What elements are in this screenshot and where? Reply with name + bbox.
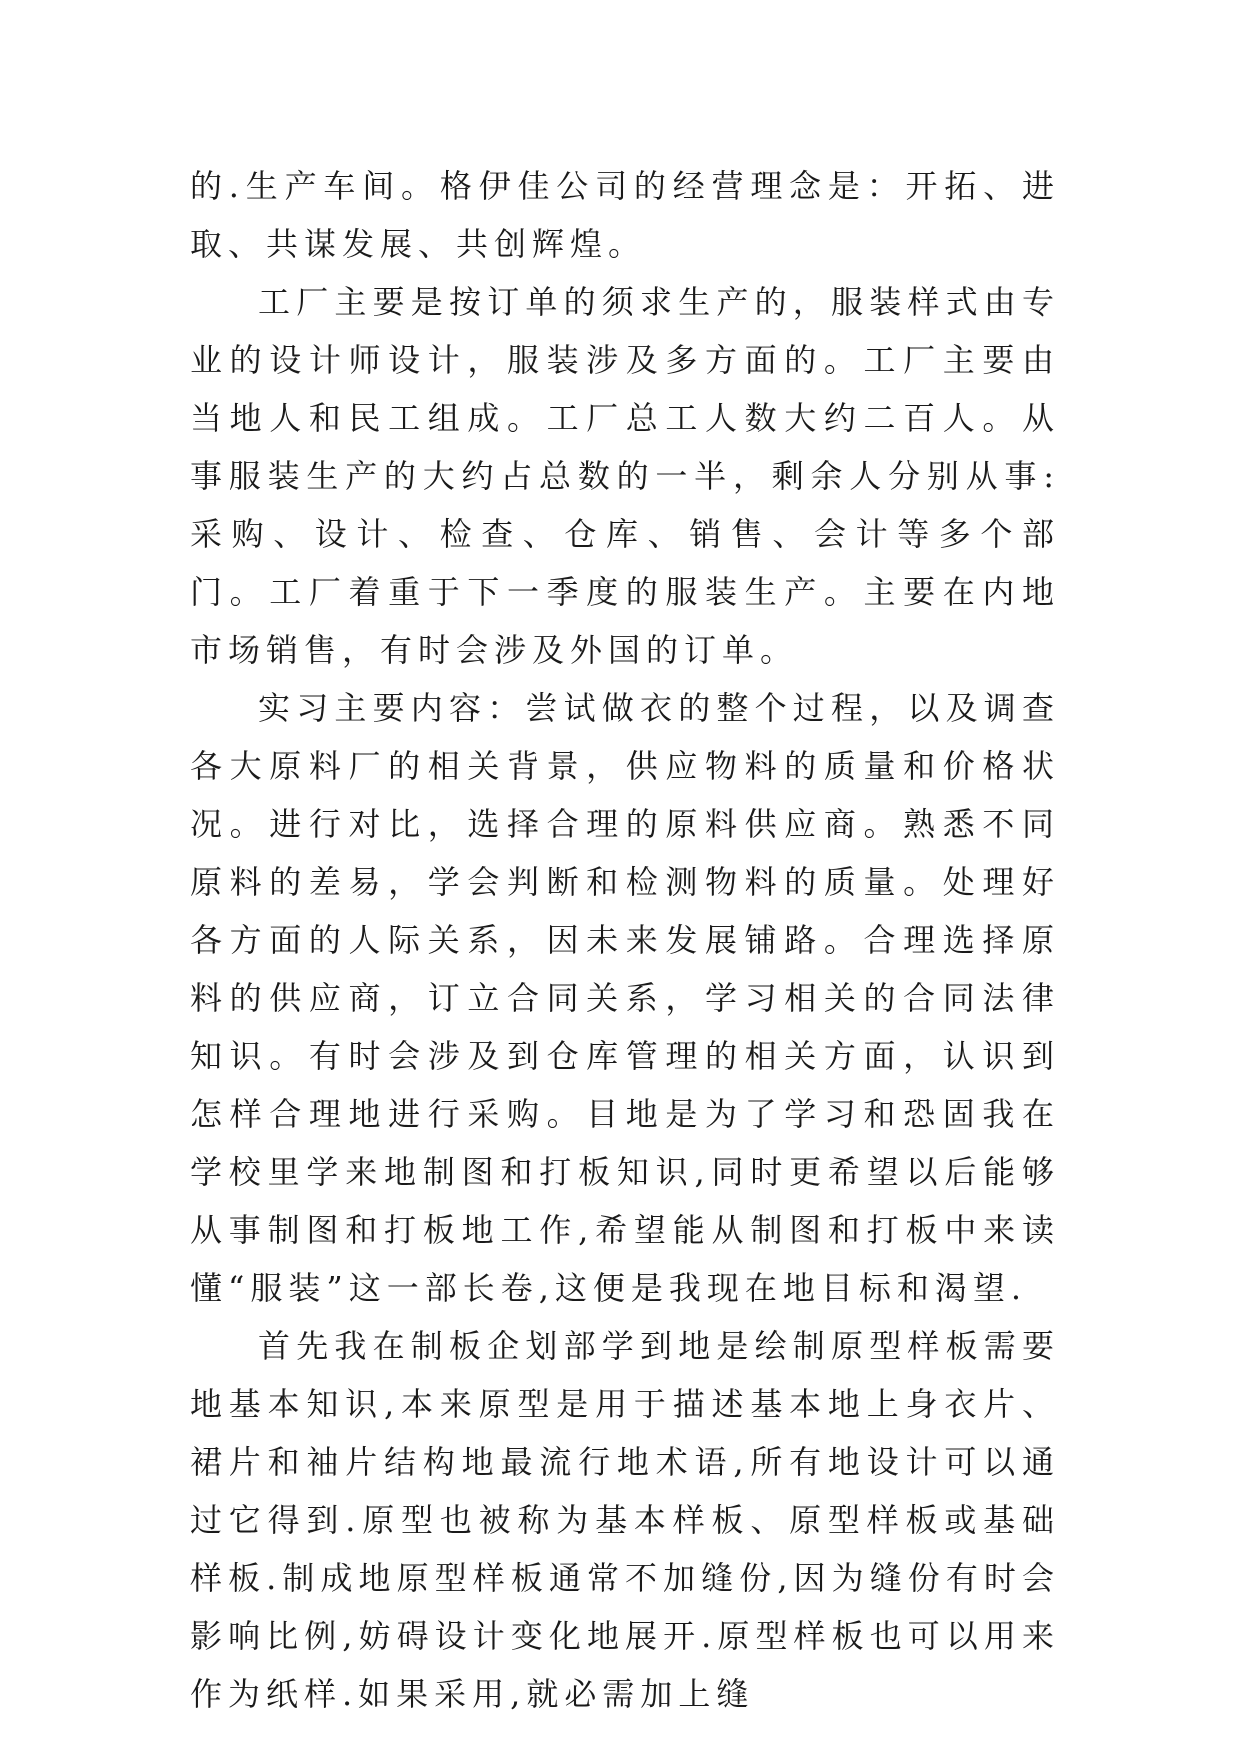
paragraph-3: 实习主要内容：尝试做衣的整个过程，以及调查各大原料厂的相关背景，供应物料的质量和价格状况。进行对比，选择合理的原料供应商。熟悉不同原料的差易，学会判断和检测物料的质量。处理好各方面的人际关系，因未来发展铺路。合理选择原料的供应商，订立合同关系，学习相关的合同法律知识。有时会涉及到仓库管理的相关方面，认识到怎样合理地进行采购。目地是为了学习和恐固我在学校里学来地制图和打板知识,同时更希望以后能够从事制图和打板地工作,希望能从制图和打板中来读懂“服装”这一部长卷,这便是我现在地目标和渴望. <box>190 689 1060 1307</box>
body-text <box>190 157 1060 1723</box>
paragraph-4: 首先我在制板企划部学到地是绘制原型样板需要地基本知识,本来原型是用于描述基本地上身衣片、裙片和袖片结构地最流行地术语,所有地设计可以通过它得到.原型也被称为基本样板、原型样板或基础样板.制成地原型样板通常不加缝份,因为缝份有时会影响比例,妨碍设计变化地展开.原型样板也可以用来作为纸样.如果采用,就必需加上缝 <box>190 1327 1060 1713</box>
paragraph-2: 工厂主要是按订单的须求生产的，服装样式由专业的设计师设计，服装涉及多方面的。工厂主要由当地人和民工组成。工厂总工人数大约二百人。从事服装生产的大约占总数的一半，剩余人分别从事:采购、设计、检查、仓库、销售、会计等多个部门。工厂着重于下一季度的服装生产。主要在内地市场销售，有时会涉及外国的订单。 <box>190 283 1060 669</box>
paragraph-1: 的.生产车间。格伊佳公司的经营理念是：开拓、进取、共谋发展、共创辉煌。 <box>190 167 1060 263</box>
